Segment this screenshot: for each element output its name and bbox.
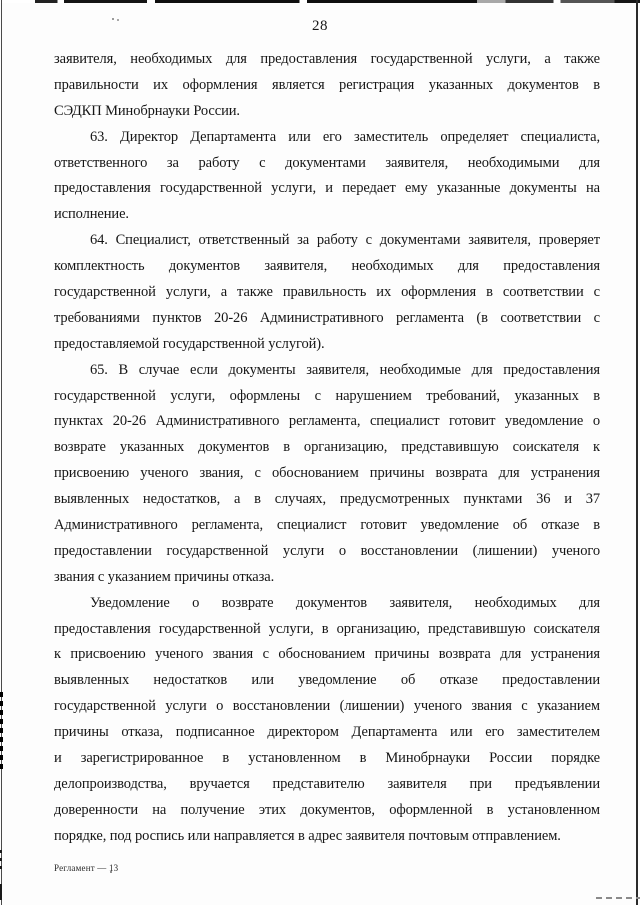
text-line: выявленных недостатков, а в случаях, предусмотренных пунктами 36 и 37 xyxy=(54,491,600,508)
text-line: государственной услуги, оформлены с нарушением требований, указанных в xyxy=(54,387,600,404)
text-line: государственной услуги о восстановлении (лишении) ученого звания с указанием xyxy=(54,698,600,715)
text-line: Уведомление о возврате документов заявителя, необходимых для xyxy=(90,594,600,611)
text-line: государственной услуги, а также правильность их оформления в соответствии с xyxy=(54,284,600,301)
text-line: причины отказа, подписанное директором Департамента или его заместителем xyxy=(54,724,600,741)
text-line: доверенности на получение этих документов, оформленной в установленном xyxy=(54,801,600,818)
scan-artifact-left-ticks-lower xyxy=(0,850,2,874)
text-line: СЭДКП Минобрнауки России. xyxy=(54,102,240,119)
scan-artifact-bottom-right xyxy=(596,897,640,899)
text-line: делопроизводства, вручается представителю заявителя при предъявлении xyxy=(54,775,600,792)
scan-artifact-top-edge xyxy=(0,0,640,3)
text-line: предоставления государственной услуги, в организацию, представившую соискателя xyxy=(54,620,600,637)
scan-artifact-right-edge xyxy=(636,0,638,905)
text-line: возврате указанных документов в организацию, представившую соискателя к xyxy=(54,439,600,456)
text-line: предоставляемой государственной услугой). xyxy=(54,335,325,352)
document-body xyxy=(54,47,600,850)
text-line: порядке, под роспись или направляется в адрес заявителя почтовым отправлением. xyxy=(54,827,561,844)
text-line: Административного регламента, специалист готовит уведомление об отказе в xyxy=(54,517,600,534)
text-line: и зарегистрированное в установленном в Минобрнауки России порядке xyxy=(54,750,600,767)
scan-artifact-left-ticks xyxy=(0,692,3,772)
text-line: звания с указанием причины отказа. xyxy=(54,568,275,585)
footer-note: Регламент — 13 xyxy=(54,863,119,873)
page-number: 28 xyxy=(312,18,328,34)
text-line: требованиями пунктов 20-26 Административного регламента (в соответствии с xyxy=(54,309,600,326)
text-line: 65. В случае если документы заявителя, необходимые для предоставления xyxy=(90,361,600,378)
text-line: правильности их оформления является регистрация указанных документов в xyxy=(54,76,600,93)
text-line: пунктах 20-26 Административного регламента, специалист готовит уведомление о xyxy=(54,413,600,430)
text-line: комплектность документов заявителя, необходимых для предоставления xyxy=(54,258,600,275)
text-line: заявителя, необходимых для предоставления государственной услуги, а также xyxy=(54,51,600,67)
text-line: предоставления государственной услуги, и передает ему указанные документы на xyxy=(54,180,600,197)
scan-artifact-left-bar xyxy=(0,884,2,900)
text-line: 63. Директор Департамента или его заместитель определяет специалиста, xyxy=(90,128,600,145)
text-line: присвоению ученого звания, с обоснованием причины возврата для устранения xyxy=(54,465,600,482)
text-line: исполнение. xyxy=(54,206,129,223)
text-line: выявленных недостатков или уведомление об отказе предоставлении xyxy=(54,672,600,689)
text-line: предоставлении государственной услуги о восстановлении (лишении) ученого xyxy=(54,542,600,559)
text-line: к присвоению ученого звания с обоснованием причины возврата для устранения xyxy=(54,646,600,663)
text-line: ответственного за работу с документами заявителя, необходимыми для xyxy=(54,154,600,171)
text-line: 64. Специалист, ответственный за работу с документами заявителя, проверяет xyxy=(90,232,600,249)
